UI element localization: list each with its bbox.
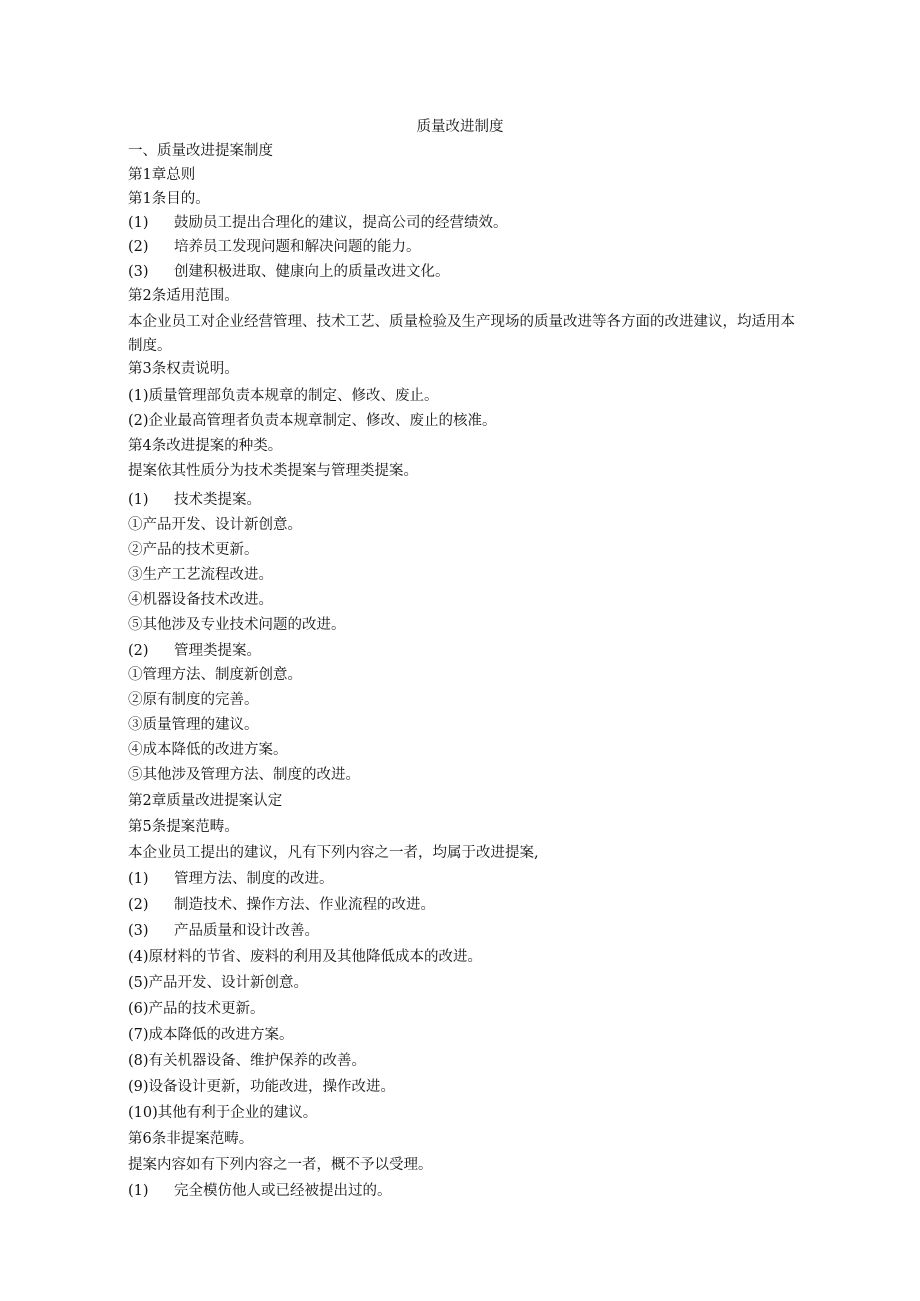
item-number: (2) [128,239,149,255]
paragraph: 本企业员工对企业经营管理、技术工艺、质量检验及生产现场的质量改进等各方面的改进建议，均适用本制度。 [128,314,795,354]
paragraph: 提案依其性质分为技术类提案与管理类提案。 [128,463,418,479]
list-item: ④成本降低的改进方案。 [128,742,288,758]
list-item: ⑤其他涉及管理方法、制度的改进。 [128,767,360,783]
item-text: 技术类提案。 [174,492,261,508]
list-item: ①产品开发、设计新创意。 [128,517,302,533]
item-number: (1) [128,492,149,508]
document-title: 质量改进制度 [416,119,504,135]
article-heading: 第2条适用范围。 [128,288,239,304]
item-number: (1) [128,215,149,231]
chapter-heading: 第2章质量改进提案认定 [128,793,283,809]
list-item: (5)产品开发、设计新创意。 [128,975,309,991]
list-item: ②原有制度的完善。 [128,692,259,708]
item-text: 产品质量和设计改善。 [174,923,319,939]
item-number: (2) [128,897,149,913]
item-number: (3) [128,923,149,939]
item-text: 鼓励员工提出合理化的建议，提高公司的经营绩效。 [174,215,508,231]
numbered-item [128,641,261,661]
item-number: (2) [128,643,149,659]
list-item: (1)质量管理部负责本规章的制定、修改、废止。 [128,388,439,404]
item-number: (3) [128,264,149,280]
list-item: ⑤其他涉及专业技术问题的改进。 [128,617,346,633]
item-text: 管理方法、制度的改进。 [174,871,334,887]
list-item: (6)产品的技术更新。 [128,1001,265,1017]
numbered-item [128,1181,392,1201]
item-text: 制造技术、操作方法、作业流程的改进。 [174,897,435,913]
article-heading: 第5条提案范畴。 [128,819,239,835]
item-text: 培养员工发现问题和解决问题的能力。 [174,239,421,255]
list-item: (4)原材料的节省、废料的利用及其他降低成本的改进。 [128,949,483,965]
list-item: (10)其他有利于企业的建议。 [128,1105,318,1121]
list-item: ①管理方法、制度新创意。 [128,667,302,683]
numbered-item [128,262,450,282]
numbered-item [128,490,261,510]
paragraph: 提案内容如有下列内容之一者，概不予以受理。 [128,1157,433,1173]
numbered-item [128,895,435,915]
section-heading: 一、质量改进提案制度 [128,143,273,159]
list-item: (2)企业最高管理者负责本规章制定、修改、废止的核准。 [128,413,497,429]
article-heading: 第6条非提案范畴。 [128,1131,254,1147]
item-text: 创建积极进取、健康向上的质量改进文化。 [174,264,450,280]
article-heading: 第1条目的。 [128,191,210,207]
list-item: ④机器设备技术改进。 [128,592,273,608]
list-item: ③生产工艺流程改进。 [128,567,273,583]
article-heading: 第3条权责说明。 [128,361,239,377]
item-number: (1) [128,871,149,887]
article-heading: 第4条改进提案的种类。 [128,438,283,454]
list-item: (7)成本降低的改进方案。 [128,1027,294,1043]
chapter-heading: 第1章总则 [128,167,196,183]
item-text: 完全模仿他人或已经被提出过的。 [174,1183,392,1199]
list-item: (9)设备设计更新，功能改进，操作改进。 [128,1079,396,1095]
list-item: (8)有关机器设备、维护保养的改善。 [128,1053,367,1069]
item-text: 管理类提案。 [174,643,261,659]
numbered-item [128,869,334,889]
list-item: ③质量管理的建议。 [128,717,259,733]
list-item: ②产品的技术更新。 [128,542,259,558]
numbered-item [128,921,319,941]
paragraph: 本企业员工提出的建议，凡有下列内容之一者，均属于改进提案, [128,845,539,861]
item-number: (1) [128,1183,149,1199]
numbered-item [128,213,508,233]
numbered-item [128,237,421,257]
